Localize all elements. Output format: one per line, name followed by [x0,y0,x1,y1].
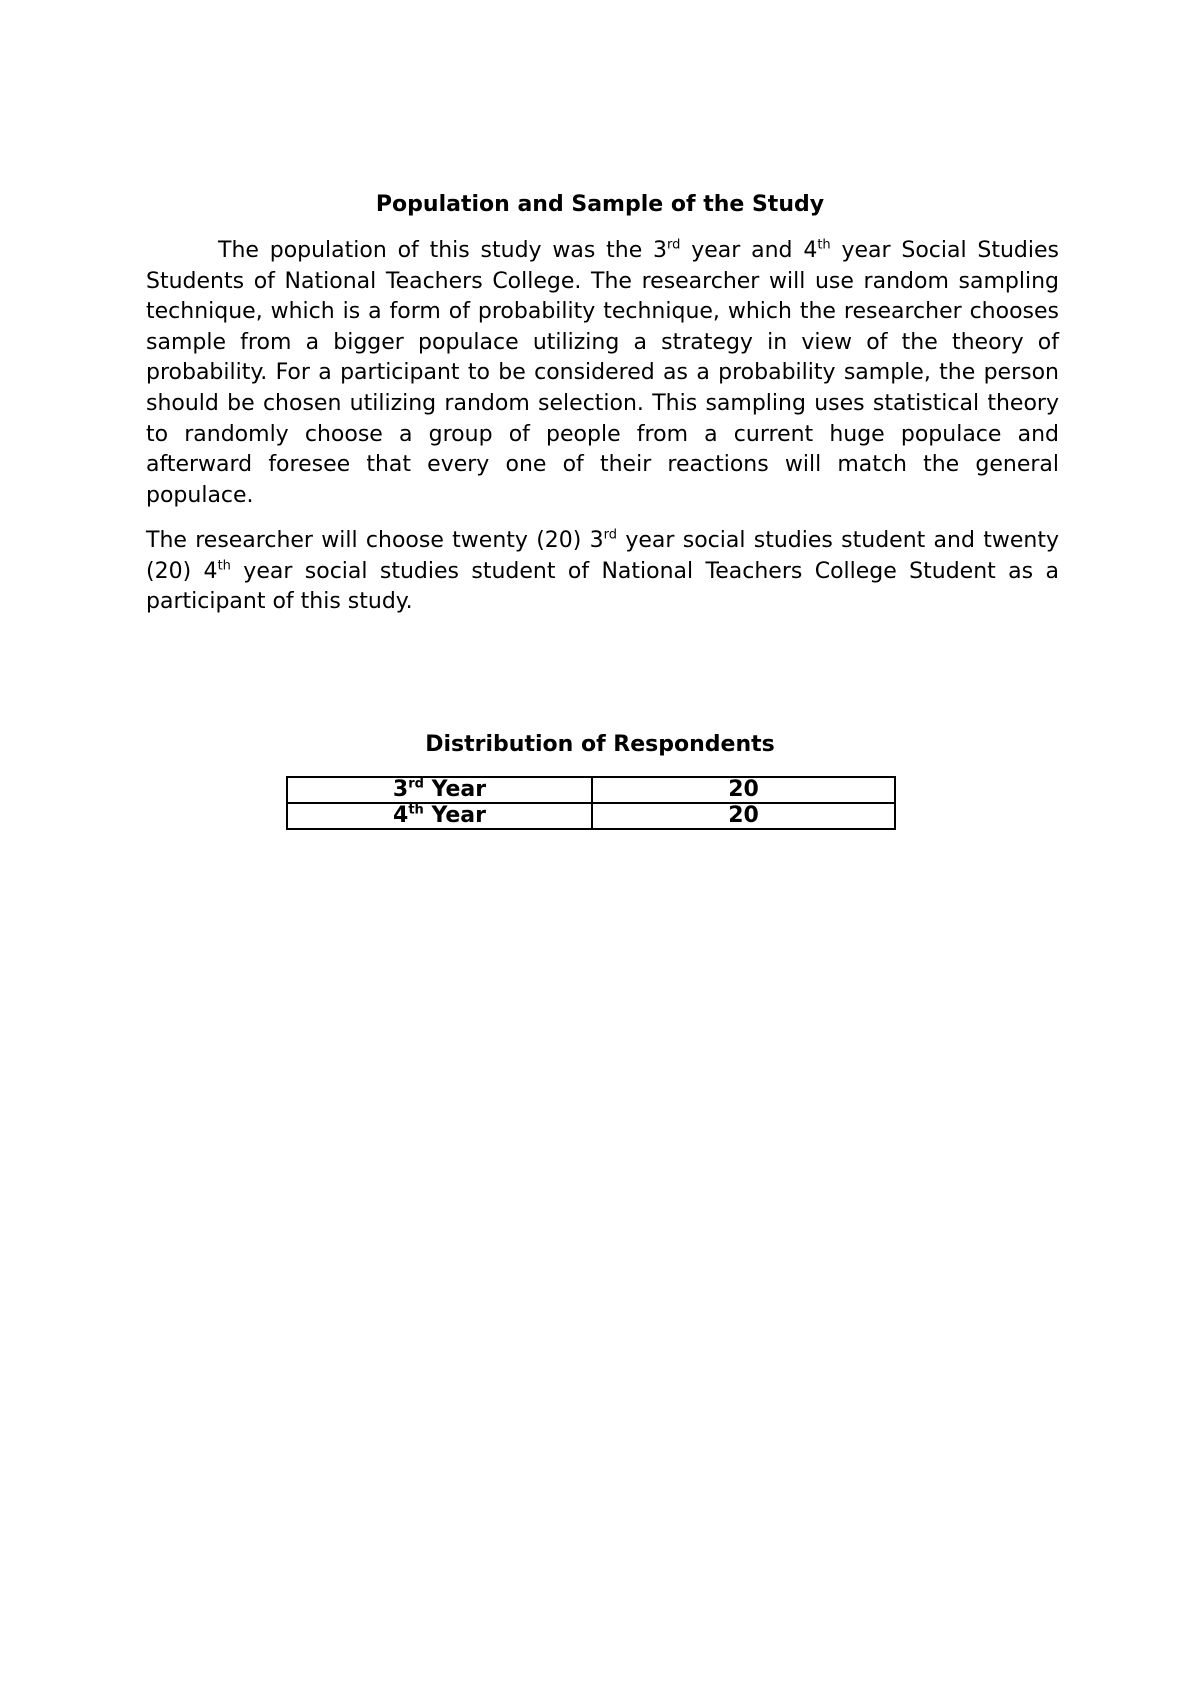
superscript: rd [408,776,424,792]
section-title: Population and Sample of the Study [375,192,825,217]
superscript: th [408,802,424,818]
year-number: 4 [393,803,409,828]
paragraph-text: year Social Studies Students of National Teachers College. The researcher will use random sampling technique, which is a form of probability technique, which the researcher chooses sample from a bigger populace utilizing a strategy in view of the theory of probability. For a participant to be considered as a probability sample, the person should be chosen utilizing random selection. This sampling uses statistical theory to randomly choose a group of people from a current huge populace and afterward foresee that every one of their reactions will match the general populace. [146,238,1059,508]
count-cell: 20 [592,777,895,803]
year-label-cell [287,803,592,829]
year-number: 3 [392,777,409,802]
year-label-cell [287,777,592,803]
paragraph-text: year social studies student of National Teachers College Student as a participant of this study. [146,558,1059,615]
table-title: Distribution of Respondents [425,732,775,757]
paragraph-population [146,236,1059,511]
distribution-table [286,776,896,830]
paragraph-text: year social studies student and twenty (20) 4 [146,528,1059,584]
superscript: rd [603,527,618,543]
year-word: Year [423,803,486,828]
table-row [287,803,895,829]
year-word: Year [423,777,487,802]
count-cell: 20 [592,803,895,829]
superscript: rd [667,237,681,253]
superscript: th [817,237,831,253]
superscript: th [217,558,231,574]
table-row [287,777,895,803]
paragraph-text: The population of this study was the 3 [218,238,668,263]
paragraph-sample [146,526,1059,618]
paragraph-text: year and 4 [680,238,818,263]
paragraph-text: The researcher will choose twenty (20) 3 [146,528,604,553]
